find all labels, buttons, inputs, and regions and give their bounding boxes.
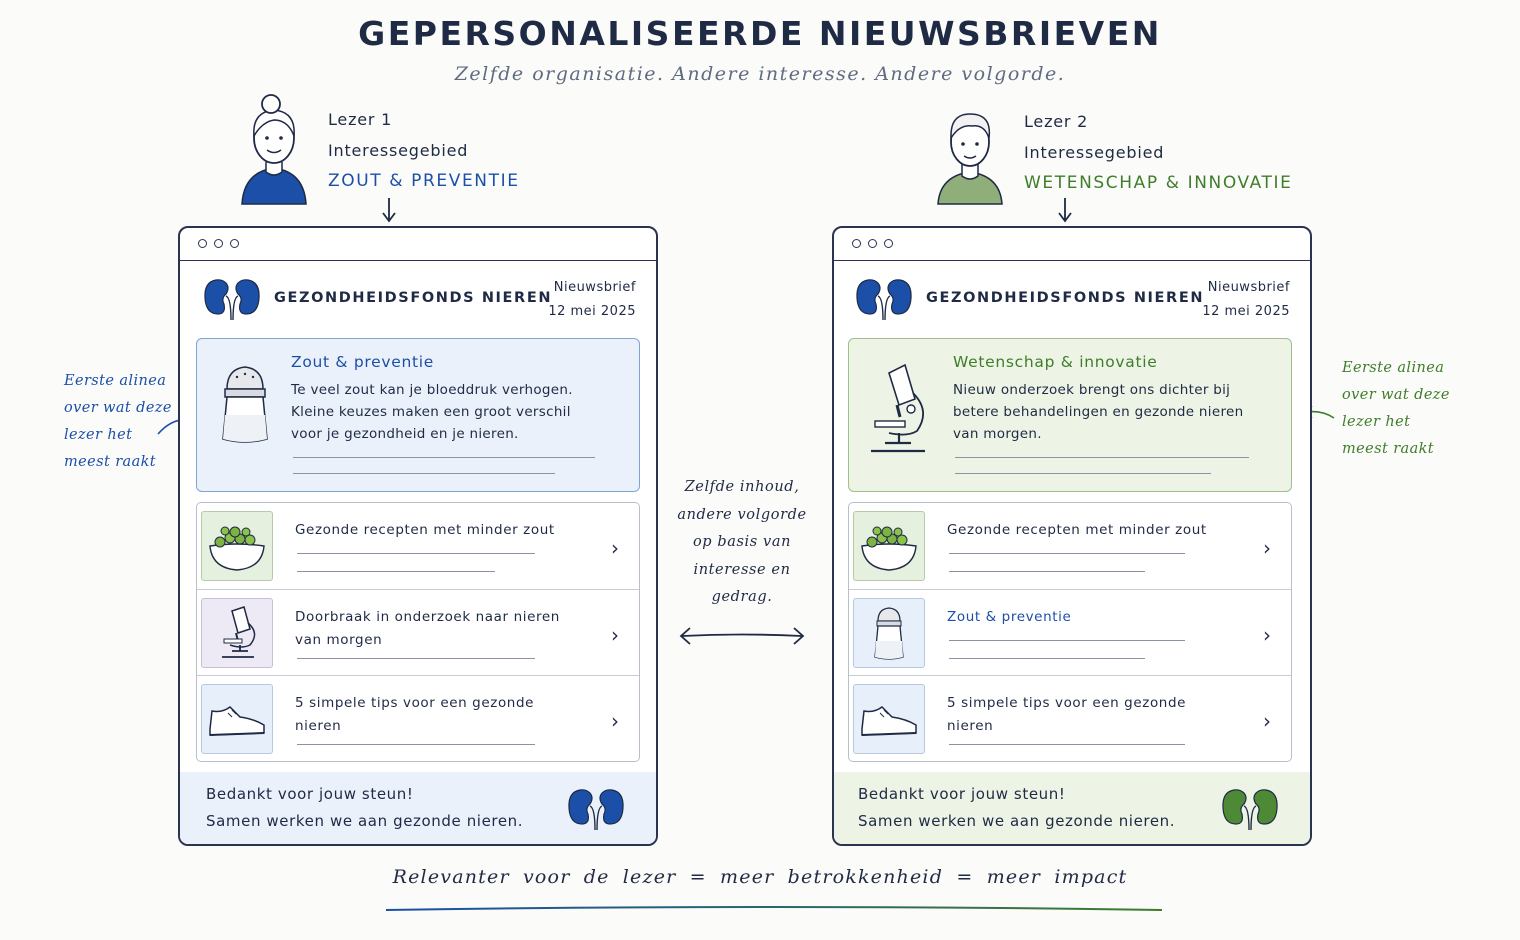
window-dot [230,239,239,248]
text-placeholder-line [949,658,1145,659]
salad-bowl-icon [201,511,273,581]
reader1-interest: ZOUT & PREVENTIE [328,171,520,191]
text-placeholder-line [955,473,1211,474]
list-item-title: Zout & preventie [947,609,1072,625]
hero-article[interactable] [848,338,1292,492]
hero-title: Zout & preventie [291,353,435,371]
newsletter-footer [834,772,1310,844]
salad-bowl-icon [853,511,925,581]
footer-text: Bedankt voor jouw steun! Samen werken we aan gezonde nieren. [206,785,524,830]
list-item-title: Gezonde recepten met minder zout [947,522,1207,538]
list-item-title: 5 simpele tips voor een gezonde nieren [295,695,535,734]
hero-body: Nieuw onderzoek brengt ons dichter bij betere behandelingen en gezonde nieren van morgen. [953,382,1244,442]
microscope-icon [863,359,933,459]
double-arrow-icon [676,622,808,650]
arrow-down-icon [1056,196,1074,224]
reader2-label: Lezer 2 [1024,112,1089,131]
list-item[interactable] [197,675,639,762]
list-item-title: Doorbraak in onderzoek naar nieren van morgen [295,609,560,648]
list-item[interactable] [197,503,639,589]
org-name: GEZONDHEIDSFONDS NIEREN [274,290,553,306]
sneaker-icon [853,684,925,754]
kidneys-icon [1220,784,1280,832]
window-dot [214,239,223,248]
newsletter-type: Nieuwsbrief [553,280,636,295]
chevron-right-icon: › [1263,536,1271,560]
list-item[interactable] [197,589,639,676]
left-note: Eerste alinea over wat deze lezer het meest raakt [64,373,172,470]
newsletter-type: Nieuwsbrief [1207,280,1290,295]
text-placeholder-line [955,457,1249,458]
kidneys-icon [566,784,626,832]
reader2-interest: WETENSCHAP & INNOVATIE [1024,173,1293,193]
salt-shaker-icon [853,598,925,668]
article-list [196,502,640,762]
list-item-title: Gezonde recepten met minder zout [295,522,555,538]
reader1-label: Lezer 1 [328,110,393,129]
window-dot [198,239,207,248]
hero-body: Te veel zout kan je bloeddruk verhogen. Kleine keuzes maken een groot verschil voor je gezondheid en je nieren. [291,382,573,442]
underline-stroke [384,902,1164,914]
window-dot [852,239,861,248]
bottom-equation: Relevanter voor de lezer = meer betrokkenheid = meer impact [392,866,1128,888]
text-placeholder-line [949,553,1185,554]
page-subtitle: Zelfde organisatie. Andere interesse. Andere volgorde. [454,63,1066,85]
text-placeholder-line [293,473,555,474]
newsletter-meta [548,276,636,324]
sneaker-icon [201,684,273,754]
page-title: GEPERSONALISEERDE NIEUWSBRIEVEN [358,14,1162,53]
list-item[interactable] [849,589,1291,676]
text-placeholder-line [297,744,535,745]
microscope-icon [201,598,273,668]
text-placeholder-line [297,571,495,572]
list-item[interactable] [849,503,1291,589]
salt-shaker-icon [217,359,273,447]
chevron-right-icon: › [1263,623,1271,647]
org-name: GEZONDHEIDSFONDS NIEREN [926,290,1205,306]
newsletter-footer [180,772,656,844]
newsletter-window-2 [832,226,1312,846]
hero-title: Wetenschap & innovatie [953,353,1158,371]
woman-avatar-icon [236,92,312,206]
man-avatar-icon [932,106,1008,206]
chevron-right-icon: › [611,709,619,733]
window-dot [868,239,877,248]
window-titlebar [834,228,1310,261]
reader1-info [328,104,520,197]
article-list [848,502,1292,762]
hero-article[interactable] [196,338,640,492]
text-placeholder-line [949,640,1185,641]
text-placeholder-line [949,571,1145,572]
right-note: Eerste alinea over wat deze lezer het meest raakt [1342,360,1450,457]
arrow-down-icon [380,196,398,224]
newsletter-meta [1202,276,1290,324]
reader2-info [1024,106,1293,199]
footer-text: Bedankt voor jouw steun! Samen werken we aan gezonde nieren. [858,785,1176,830]
newsletter-window-1 [178,226,658,846]
text-placeholder-line [297,553,535,554]
newsletter-date: 12 mei 2025 [548,304,636,319]
window-titlebar [180,228,656,261]
kidneys-logo-icon [854,274,914,322]
window-dot [884,239,893,248]
newsletter-date: 12 mei 2025 [1202,304,1290,319]
text-placeholder-line [949,744,1185,745]
list-item[interactable] [849,675,1291,762]
list-item-title: 5 simpele tips voor een gezonde nieren [947,695,1187,734]
text-placeholder-line [293,457,595,458]
center-note: Zelfde inhoud, andere volgorde op basis van interesse en gedrag. [677,479,807,605]
reader2-interest-label: Interessegebied [1024,143,1165,162]
chevron-right-icon: › [1263,709,1271,733]
kidneys-logo-icon [202,274,262,322]
text-placeholder-line [297,658,535,659]
chevron-right-icon: › [611,536,619,560]
reader1-interest-label: Interessegebied [328,141,469,160]
chevron-right-icon: › [611,623,619,647]
